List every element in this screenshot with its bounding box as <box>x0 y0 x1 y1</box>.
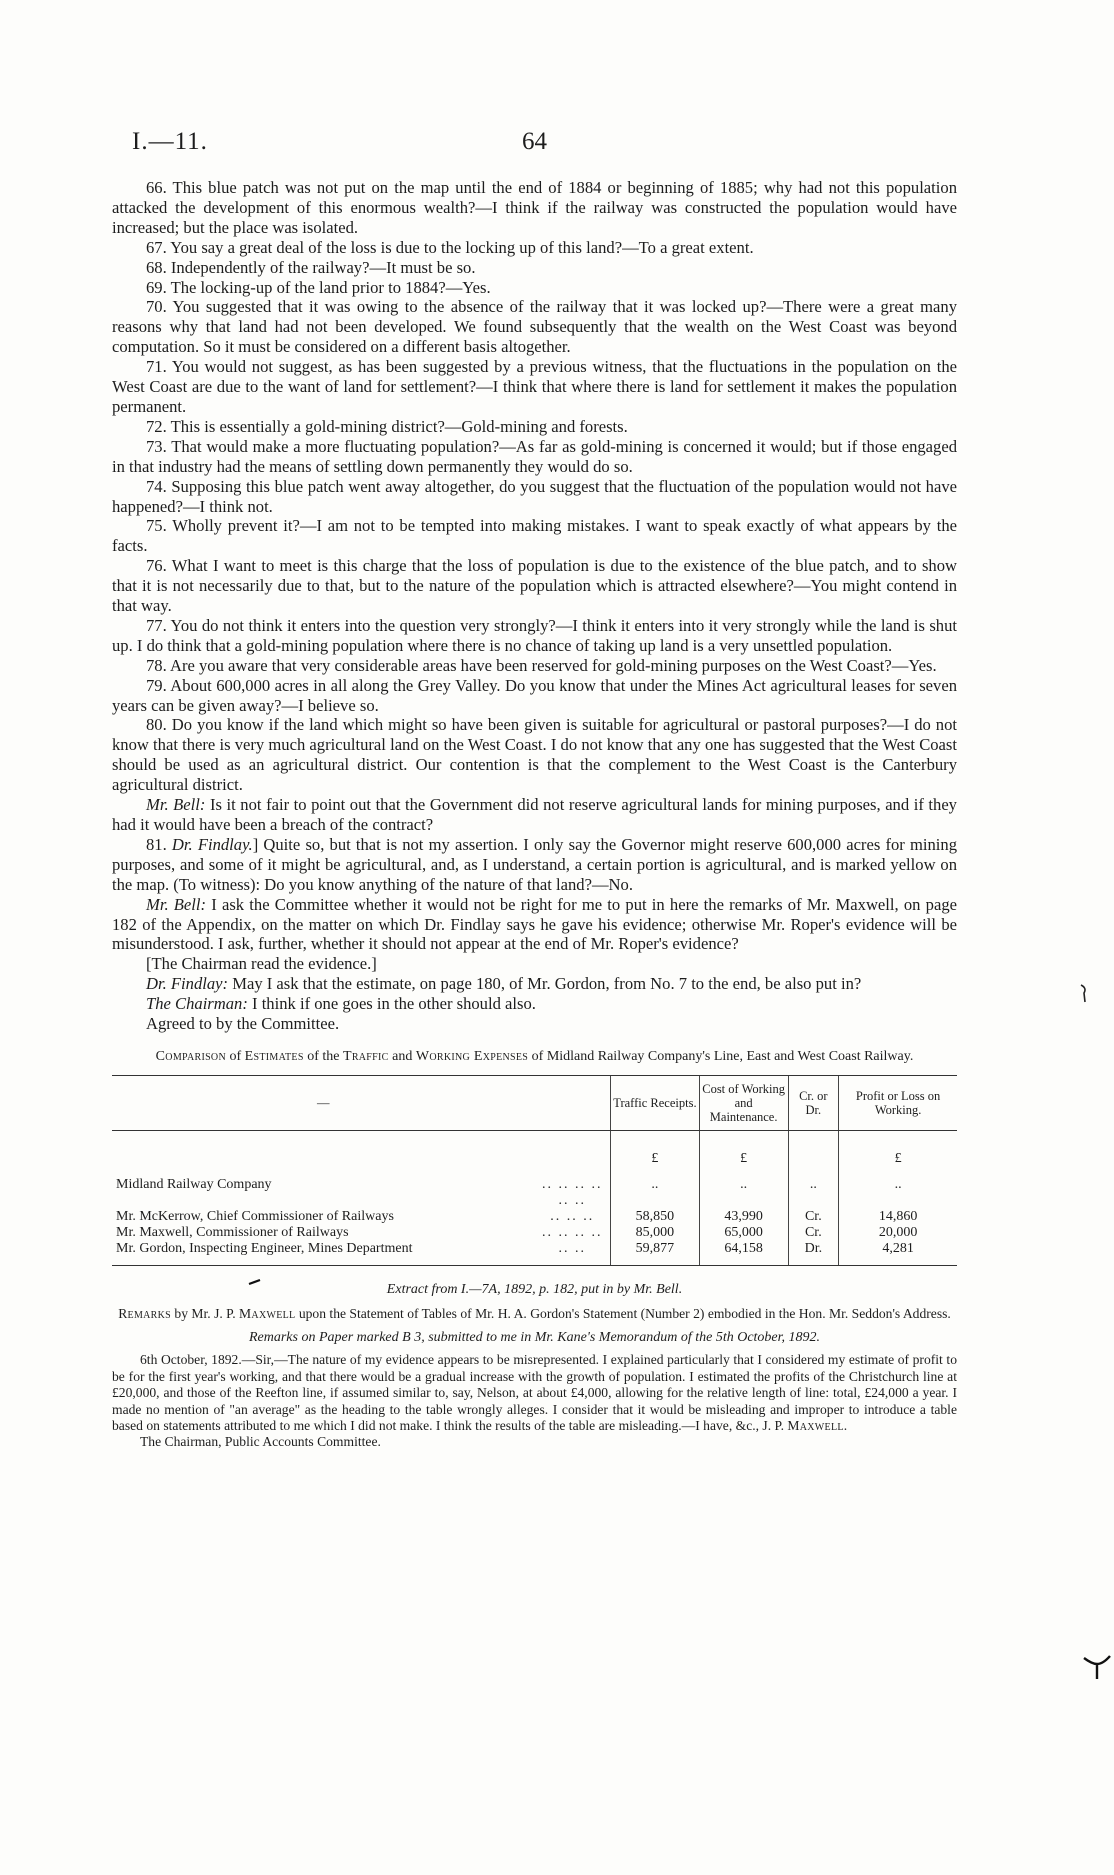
table-ink-mark <box>248 1278 262 1286</box>
profit-cell: 14,860 <box>839 1209 957 1225</box>
agreed-note: Agreed to by the Committee. <box>146 1014 340 1034</box>
paragraph-66: 66. This blue patch was not put on the map until the end of 1884 or beginning of 1885; why had not this population attacked the development of this enormous wealth?—I think if the railway was constructed the population would have increased; but the place was isolated. <box>112 178 957 237</box>
row-dots: .. .. .. .. .. .. <box>542 1176 603 1208</box>
cost-cell: .. <box>699 1177 788 1209</box>
dialogue-text: May I ask that the estimate, on page 180, of Mr. Gordon, from No. 7 to the end, be also put in? <box>228 974 862 994</box>
paragraph-71: 71. You would not suggest, as has been suggested by a previous witness, that the fluctuations in the population on the West Coast are due to the want of land for settlement?—I think that where there is land for settlement it makes the population permanent. <box>112 357 957 416</box>
document-body <box>112 178 957 1451</box>
dialogue-text: I think if one goes in the other should also. <box>247 994 536 1014</box>
page-number: 64 <box>522 128 547 155</box>
crdr-cell: Cr. <box>788 1225 839 1241</box>
dialogue-bell-2 <box>112 895 957 955</box>
page-header <box>0 128 1114 164</box>
cost-cell: 43,990 <box>699 1209 788 1225</box>
row-name: Midland Railway Company <box>116 1176 272 1192</box>
header-cell <box>535 1075 611 1130</box>
speaker-label: Dr. Findlay: <box>146 974 229 994</box>
dialogue-findlay <box>112 974 957 994</box>
letter-addressee: The Chairman, Public Accounts Committee. <box>140 1434 381 1450</box>
table-row <box>112 1225 957 1241</box>
speaker-label: Mr. Bell: <box>146 894 207 914</box>
paragraph-77: 77. You do not think it enters into the question very strongly?—I think it enters into it very strongly while the land is shut up. I do think that a gold-mining population where there is no chance of taking up land is a very unsettled population. <box>112 615 957 655</box>
dialogue-text: I ask the Committee whether it would not be right for me to put in here the remarks of Mr. Maxwell, on page 182 of the Appendix, on the matter on which Dr. Findlay says he gave his evidence; otherwise Mr. Roper's evidence will be misunderstood. I ask, further, whether it should not appear at the end of Mr. Roper's evidence? <box>112 894 957 954</box>
paragraph-68: 68. Independently of the railway?—It must be so. <box>146 257 476 277</box>
speaker-label: Mr. Bell: <box>146 795 206 815</box>
chairman-read-note: [The Chairman read the evidence.] <box>146 954 377 974</box>
header-cell: Profit or Loss on Working. <box>839 1075 957 1130</box>
traffic-cell: 85,000 <box>611 1225 700 1241</box>
unit-cell: £ <box>611 1130 700 1177</box>
unit-cell <box>788 1130 839 1177</box>
paragraph-75: 75. Wholly prevent it?—I am not to be tempted into making mistakes. I want to speak exactly of what appears by the facts. <box>112 516 957 556</box>
paragraph-70: 70. You suggested that it was owing to the absence of the railway that it was locked up?—There were a great many reasons why that land had not been developed. We found subsequently that the wealth on the West Coast was beyond computation. So it must be considered on a different basis altogether. <box>112 297 957 357</box>
dialogue-text: Is it not fair to point out that the Government did not reserve agricultural lands for mining purposes, and if they had it would have been a breach of the contract? <box>112 795 957 834</box>
unit-cell: £ <box>839 1130 957 1177</box>
cost-cell: 64,158 <box>699 1241 788 1266</box>
traffic-cell: 58,850 <box>611 1209 700 1225</box>
paragraph-81 <box>112 835 957 895</box>
crdr-cell: .. <box>788 1177 839 1209</box>
letter-signature: Maxwell. <box>787 1417 848 1433</box>
profit-cell: 20,000 <box>839 1225 957 1241</box>
paragraph-78: 78. Are you aware that very considerable areas have been reserved for gold-mining purposes on the West Coast?—Yes. <box>146 655 937 675</box>
dialogue-chairman <box>112 994 957 1014</box>
header-cell: — <box>112 1075 535 1130</box>
paragraph-72: 72. This is essentially a gold-mining district?—Gold-mining and forests. <box>146 416 628 436</box>
remarks-paper-heading: Remarks on Paper marked B 3, submitted to me in Mr. Kane's Memorandum of the 5th October, 1892. <box>248 1330 821 1346</box>
row-dots: .. .. .. <box>550 1208 595 1224</box>
table-row <box>112 1241 957 1266</box>
row-dots: .. .. <box>535 1241 611 1266</box>
row-name: Mr. Maxwell, Commissioner of Railways <box>116 1224 349 1240</box>
document-reference: I.—11. <box>132 128 208 155</box>
letter-body: 6th October, 1892.—Sir,—The nature of my evidence appears to be misrepresented. I explained particularly that I considered my estimate of profit to be for the first year's working, and that there would be a gradual increase with the growth of population. I estimated the profits of the Christchurch line at £20,000, and those of the Reefton line, if assumed similar to, say, Nelson, at about £4,000, allowing for the relative length of line: total, £24,000 a year. I made no mention of "an average" as the heading to the table wrongly alleges. I consider that it would be misleading and improper to introduce a table based on statements attributed to me which I did not make. I think the results of the table are misleading.—I have, &c., J. P. Maxwell. <box>112 1352 957 1433</box>
paragraph-80: 80. Do you know if the land which might so have been given is suitable for agricultural or pastoral purposes?—I do not know that there is very much agricultural land on the West Coast. I do not know that any one has suggested that the West Coast should be used as an agricultural district. Our contention is that the complement to the West Coast is the Canterbury agricultural district. <box>112 715 957 795</box>
table-row <box>112 1177 957 1209</box>
comparison-table <box>112 1075 957 1266</box>
speaker-label: Dr. Findlay. <box>171 834 253 854</box>
maxwell-letter <box>112 1352 957 1450</box>
crdr-cell: Cr. <box>788 1209 839 1225</box>
traffic-cell: .. <box>611 1177 700 1209</box>
dialogue-bell-1 <box>112 795 957 835</box>
row-name: Mr. McKerrow, Chief Commissioner of Railways <box>116 1208 394 1224</box>
question-number: 81. <box>146 834 172 854</box>
table-unit-row <box>112 1130 957 1177</box>
dialogue-text: ] Quite so, but that is not my assertion. I only say the Governor might reserve 600,000 acres for mining purposes, and some of it might be agricultural, and, as I understand, a certain portion is agricultural, and is marked yellow on the map. (To witness): Do you know anything of the nature of that land?—No. <box>112 834 958 894</box>
header-cell: Traffic Receipts. <box>611 1075 700 1130</box>
paragraph-73: 73. That would make a more fluctuating population?—As far as gold-mining is concerned it would; but if those engaged in that industry had the means of settling down permanently they would do so. <box>112 436 957 476</box>
table-title: Comparison of Estimates of the Traffic and Working Expenses of Midland Railway Company's Line, East and West Coast Railway. <box>155 1048 914 1064</box>
unit-cell: £ <box>699 1130 788 1177</box>
paragraph-76: 76. What I want to meet is this charge that the loss of population is due to the existence of the blue patch, and to show that it is not necessarily due to that, but to the nature of the population which is attracted elsewhere?—You might contend in that way. <box>112 556 957 616</box>
margin-mark <box>1078 982 1090 1004</box>
header-cell: Cost of Working and Maintenance. <box>699 1075 788 1130</box>
profit-cell: 4,281 <box>839 1241 957 1266</box>
profit-cell: .. <box>839 1177 957 1209</box>
header-cell: Cr. or Dr. <box>788 1075 839 1130</box>
speaker-label: The Chairman: <box>146 994 248 1014</box>
paragraph-69: 69. The locking-up of the land prior to 1884?—Yes. <box>146 277 491 297</box>
row-dots: .. .. .. .. <box>542 1224 603 1240</box>
traffic-cell: 59,877 <box>611 1241 700 1266</box>
paragraph-74: 74. Supposing this blue patch went away altogether, do you suggest that the fluctuation of the population would not have happened?—I think not. <box>112 476 957 516</box>
crdr-cell: Dr. <box>788 1241 839 1266</box>
paragraph-79: 79. About 600,000 acres in all along the Grey Valley. Do you know that under the Mines Act agricultural leases for seven years can be given away?—I believe so. <box>112 675 957 715</box>
margin-mark <box>1082 1652 1112 1682</box>
remarks-heading: Remarks by Mr. J. P. Maxwell upon the Statement of Tables of Mr. H. A. Gordon's Statement (Number 2) embodied in the Hon. Mr. Seddon's Address. <box>118 1305 951 1321</box>
table-row <box>112 1209 957 1225</box>
extract-reference: Extract from I.—7A, 1892, p. 182, put in by Mr. Bell. <box>386 1281 683 1297</box>
table-header-row <box>112 1075 957 1130</box>
row-name: Mr. Gordon, Inspecting Engineer, Mines Department <box>112 1241 535 1266</box>
paragraph-67: 67. You say a great deal of the loss is due to the locking up of this land?—To a great extent. <box>146 237 754 257</box>
cost-cell: 65,000 <box>699 1225 788 1241</box>
